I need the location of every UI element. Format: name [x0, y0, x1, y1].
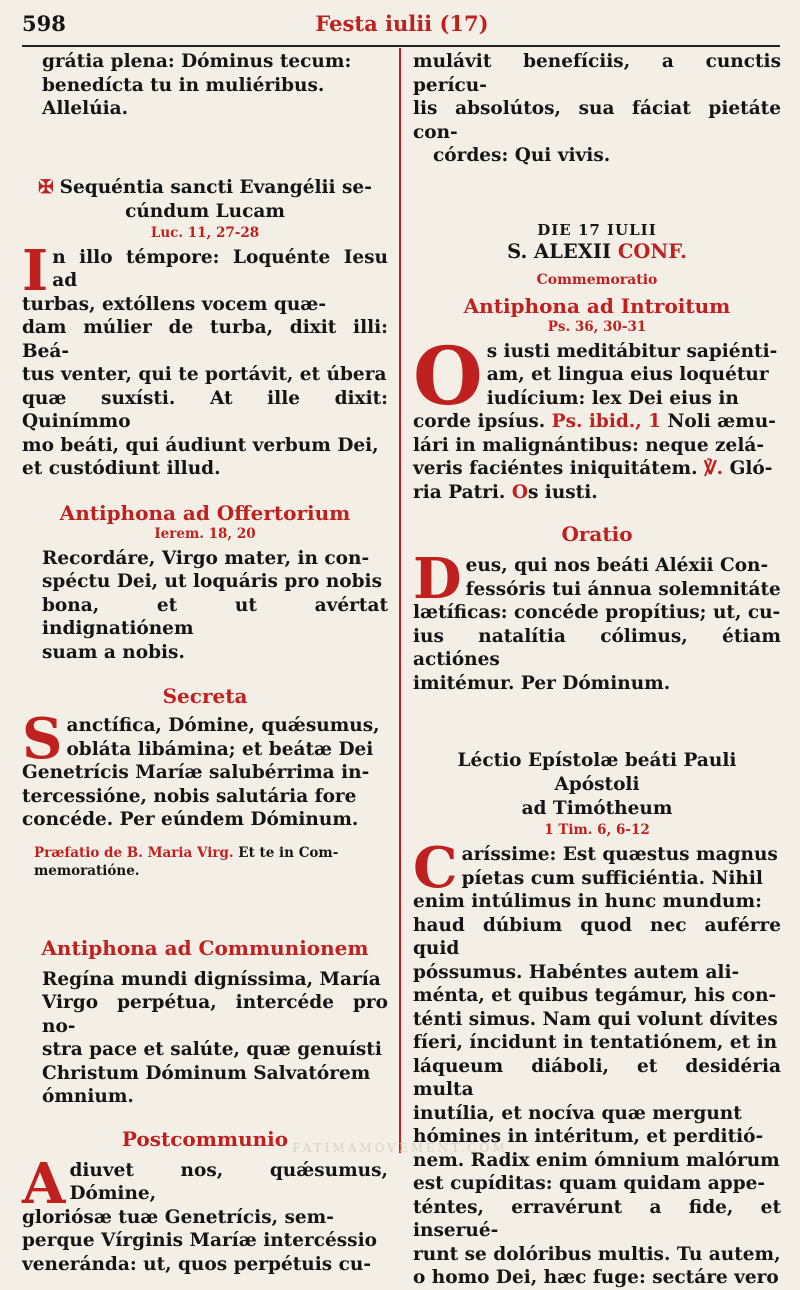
text-line: dam múlier de turba, dixit illi: Beá-	[22, 317, 388, 362]
text-line: Virgo perpétua, intercéde pro no-	[42, 992, 388, 1037]
text-line	[413, 410, 781, 434]
communion-section	[22, 936, 388, 1109]
introit-reference: Ps. 36, 30-31	[547, 318, 647, 335]
page-number: 598	[22, 11, 66, 36]
offertory-text	[22, 547, 388, 665]
postcommunion-title: Postcommunio	[121, 1126, 289, 1151]
text-line: inutília, et nocíva quæ mergunt	[413, 1102, 742, 1124]
text-line: runt se dolóribus multis. Tu autem,	[413, 1243, 781, 1265]
offertory-section	[22, 501, 388, 665]
epistle-title: Léctio Epístolæ beáti Pauli Apóstoli	[457, 750, 737, 795]
epistle-section	[413, 749, 781, 1290]
text-line: turbas, extóllens vocem quæ-	[22, 293, 327, 315]
text-line: Christum Dóminum Salvatórem	[42, 1062, 371, 1084]
left-column	[22, 50, 388, 1276]
gospel-title-line: Sequéntia sancti Evangélii se-	[59, 176, 372, 198]
communion-title: Antiphona ad Communionem	[41, 935, 369, 960]
preface-rubric	[22, 844, 388, 880]
text-line: Genetrícis Maríæ salubérrima in-	[22, 762, 370, 783]
drop-cap: A	[22, 1150, 66, 1217]
drop-cap: I	[22, 237, 49, 304]
text-line: enim intúlimus in hunc mundum:	[413, 891, 762, 912]
epistle-reference: 1 Tim. 6, 6-12	[544, 822, 650, 838]
feast-title	[413, 240, 781, 264]
text-line: téntes, erravérunt a fide, et inserué-	[413, 1196, 781, 1241]
gospel-title-line: cúndum Lucam	[125, 200, 285, 222]
text-line: perque Vírginis Maríæ intercéssio	[22, 1230, 377, 1251]
text-line: hómines in intéritum, et perditió-	[413, 1126, 764, 1147]
text-line: póssumus. Habéntes autem ali-	[413, 961, 740, 983]
drop-cap: O	[413, 328, 483, 423]
offertory-title: Antiphona ad Offertorium	[59, 500, 351, 525]
text-line: s iusti meditábitur sapiénti-	[486, 340, 778, 362]
text-line: Regína mundi digníssima, María	[42, 968, 381, 990]
text-line: veneránda: ut, quos perpétuis cu-	[22, 1253, 372, 1275]
saint-rank: CONF.	[617, 239, 687, 263]
text-line: ténti simus. Nam qui volunt dívites	[413, 1008, 778, 1030]
secret-section	[22, 684, 388, 880]
text-line: Allelúia.	[42, 98, 129, 119]
text-line: lætíficas: concéde propítius; ut, cu-	[413, 602, 781, 623]
page-header	[22, 9, 780, 47]
column-divider	[399, 48, 401, 1153]
text-segment: corde ipsíus.	[413, 411, 552, 432]
text-line: tercessióne, nobis salutária fore	[22, 785, 357, 807]
text-line: mulávit benefíciis, a cunctis perícu-	[413, 51, 781, 96]
text-line: haud dúbium quod nec auférre quid	[413, 914, 781, 959]
text-line: gloriósæ tuæ Genetrícis, sem-	[22, 1206, 334, 1228]
rubric-line: memoratióne.	[34, 862, 140, 879]
text-line: stra pace et salúte, quæ genuísti	[42, 1039, 382, 1060]
communion-text	[22, 968, 388, 1109]
cross-icon: ✠	[38, 176, 54, 198]
gospel-reference: Luc. 11, 27-28	[150, 224, 260, 241]
introit-text	[413, 328, 781, 505]
text-line: et custódiunt illud.	[22, 458, 221, 479]
text-line: córdes: Qui vivis.	[433, 145, 611, 166]
text-line: Recordáre, Virgo mater, in con-	[42, 547, 370, 569]
text-segment: s iusti.	[527, 481, 598, 503]
text-line: suam a nobis.	[42, 641, 185, 663]
watermark: FATIMAMOVEMENT.COM	[292, 1141, 508, 1155]
epistle-text	[413, 835, 781, 1290]
text-line: nem. Radix enim ómnium malórum	[413, 1149, 780, 1171]
text-line: ómnium.	[42, 1086, 134, 1107]
text-line: aríssime: Est quæstus magnus	[461, 844, 778, 865]
text-line: ius natalítia cólimus, étiam actiónes	[413, 625, 781, 670]
preface-text: Et te in Com-	[233, 844, 339, 861]
collect-text	[413, 546, 781, 695]
text-line: quæ suxísti. At ille dixit: Quinímmo	[22, 387, 388, 432]
offertory-reference: Ierem. 18, 20	[154, 525, 256, 542]
text-line: iudícium: lex Dei eius in	[486, 387, 739, 409]
text-line: benedícta tu in muliéribus.	[42, 74, 325, 96]
text-line	[413, 481, 781, 505]
intro-continuation	[22, 50, 388, 121]
text-line: spéctu Dei, ut loquáris pro nobis	[42, 571, 382, 592]
gospel-text	[22, 237, 388, 481]
text-line: fessóris tui ánnua solemnitáte	[465, 578, 781, 600]
introit-section	[413, 294, 781, 505]
text-line: concéde. Per eúndem Dóminum.	[22, 809, 359, 830]
versicle-icon: ℣.	[704, 458, 724, 479]
text-line: n illo témpore: Loquénte Iesu ad	[52, 246, 388, 291]
text-line: obláta libámina; et beátæ Dei	[66, 738, 374, 760]
right-column	[413, 50, 781, 1290]
text-line	[413, 457, 781, 481]
collect-section	[413, 522, 781, 695]
text-line: am, et lingua eius loquétur	[486, 364, 769, 385]
saint-name: S. ALEXII	[507, 239, 612, 263]
text-line: láqueum diáboli, et desidéria multa	[413, 1055, 781, 1100]
psalm-reference: Ps. ibid., 1	[551, 411, 661, 432]
text-segment: Noli æmu-	[661, 411, 776, 432]
text-line: imitémur. Per Dóminum.	[413, 672, 671, 694]
text-line: lis absolútos, sua fáciat pietáte con-	[413, 98, 781, 143]
gospel-title	[22, 176, 388, 200]
text-line: lári in malignántibus: neque zelá-	[413, 434, 765, 456]
feast-date: DIE 17 IULII	[537, 220, 657, 239]
secret-title: Secreta	[162, 684, 248, 708]
gospel-section	[22, 176, 388, 481]
text-line: anctífica, Dómine, quǽsumus,	[66, 715, 380, 736]
text-line: fíeri, íncidunt in tentatiónem, et in	[413, 1032, 778, 1053]
drop-cap: D	[413, 546, 462, 612]
collect-title: Oratio	[561, 522, 633, 546]
postcommunion-text	[22, 1150, 388, 1277]
repeat-initial: O	[511, 481, 528, 503]
preface-label: Præfatio de B. Maria Virg.	[34, 844, 234, 861]
text-line: est cupíditas: quam quidam appe-	[413, 1173, 766, 1194]
text-line: píetas cum sufficiéntia. Nihil	[461, 867, 763, 889]
secret-text	[22, 706, 388, 832]
text-line: mo beáti, qui áudiunt verbum Dei,	[22, 434, 379, 456]
text-line: bona, et ut avértat indignatiónem	[42, 594, 388, 639]
text-line: eus, qui nos beáti Aléxii Con-	[465, 555, 769, 576]
running-title: Festa iulii (17)	[315, 11, 489, 36]
drop-cap: S	[22, 706, 63, 772]
text-line: diuvet nos, quǽsumus, Dómine,	[69, 1159, 388, 1204]
drop-cap: C	[413, 835, 458, 901]
text-line: tus venter, qui te portávit, et úbera	[22, 364, 387, 385]
text-segment: Gló-	[723, 458, 773, 479]
text-segment: veris faciéntes iniquitátem.	[413, 458, 705, 479]
collect-continuation	[413, 50, 781, 168]
epistle-title-line: ad Timótheum	[521, 798, 673, 819]
rubric-line	[34, 844, 388, 862]
text-line: ménta, et quibus tegámur, his con-	[413, 985, 777, 1006]
commemoratio-label: Commemoratio	[536, 271, 658, 288]
introit-title: Antiphona ad Introitum	[463, 293, 731, 318]
text-segment: ria Patri.	[413, 481, 512, 503]
text-line: o homo Dei, hæc fuge: sectáre vero	[413, 1267, 779, 1288]
feast-header	[413, 220, 781, 290]
text-line: grátia plena: Dóminus tecum:	[42, 51, 352, 72]
